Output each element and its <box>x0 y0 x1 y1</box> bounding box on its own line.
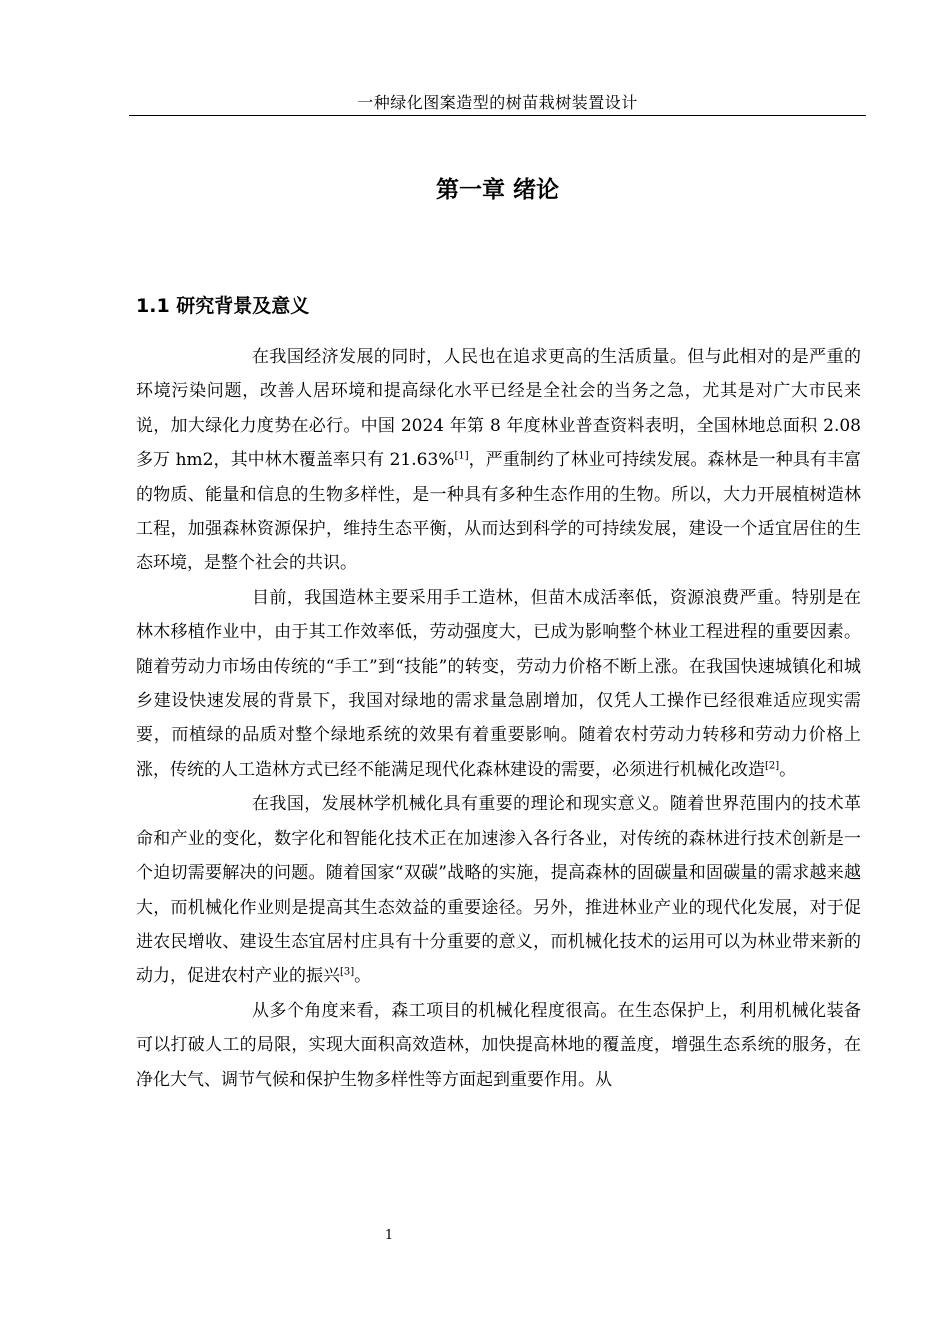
paragraph-text: 在我国，发展林学机械化具有重要的理论和现实意义。随着世界范围内的技术革命和产业的变化，数字化和智能化技术正在加速渗入各行各业，对传统的森林进行技术创新是一个迫切需要解决的问题。随着国家“双碳”战略的实施，提高森林的固碳量和固碳量的需求越来越大，而机械化作业则是提高其生态效益的重要途径。另外，推进林业产业的现代化发展，对于促进农民增收、建设生态宜居村庄具有十分重要的意义，而机械化技术的运用可以为林业带来新的动力，促进农村产业的振兴 <box>136 794 861 987</box>
paragraph-3 <box>136 787 861 993</box>
section-heading: 1.1 研究背景及意义 <box>136 295 310 317</box>
citation-ref: [1] <box>454 450 469 462</box>
citation-ref: [2] <box>765 760 780 772</box>
paragraph-2 <box>136 581 861 787</box>
body-text <box>136 340 861 1097</box>
paragraph-text: 。 <box>354 966 372 987</box>
citation-ref: [3] <box>340 966 355 978</box>
paragraph-text: 从多个角度来看，森工项目的机械化程度很高。在生态保护上，利用机械化装备可以打破人工的局限，实现大面积高效造林，加快提高林地的覆盖度，增强生态系统的服务，在净化大气、调节气候和保护生物多样性等方面起到重要作用。从 <box>136 1000 861 1090</box>
running-header: 一种绿化图案造型的树苗栽树装置设计 <box>357 93 638 112</box>
paragraph-text: 目前，我国造林主要采用手工造林，但苗木成活率低，资源浪费严重。特别是在林木移植作业中，由于其工作效率低，劳动强度大，已成为影响整个林业工程进程的重要因素。随着劳动力市场由传统的“手工”到“技能”的转变，劳动力价格不断上涨。在我国快速城镇化和城乡建设快速发展的背景下，我国对绿地的需求量急剧增加，仅凭人工操作已经很难适应现实需要，而植绿的品质对整个绿地系统的效果有着重要影响。随着农村劳动力转移和劳动力价格上涨，传统的人工造林方式已经不能满足现代化森林建设的需要，必须进行机械化改造 <box>136 587 861 780</box>
paragraph-4 <box>136 994 861 1097</box>
paragraph-text: ，严重制约了林业可持续发展。森林是一种具有丰富的物质、能量和信息的生物多样性，是一种具有多种生态作用的生物。所以，大力开展植树造林工程，加强森林资源保护，维持生态平衡，从而达到科学的可持续发展，建设一个适宜居住的生态环境，是整个社会的共识。 <box>136 450 862 574</box>
chapter-title: 第一章 绪论 <box>435 177 559 203</box>
paragraph-text: 在我国经济发展的同时，人民也在追求更高的生活质量。但与此相对的是严重的环境污染问题，改善人居环境和提高绿化水平已经是全社会的当务之急，尤其是对广大市民来说，加大绿化力度势在必行。中国 2024 年第 8 年度林业普查资料表明，全国林地总面积 2.08 多万 hm2，其中林木覆盖率只有 21.63% <box>136 347 861 471</box>
paragraph-1 <box>136 340 861 581</box>
header-rule <box>129 115 866 116</box>
page-number: 1 <box>384 1228 394 1243</box>
paragraph-text: 。 <box>779 759 797 780</box>
